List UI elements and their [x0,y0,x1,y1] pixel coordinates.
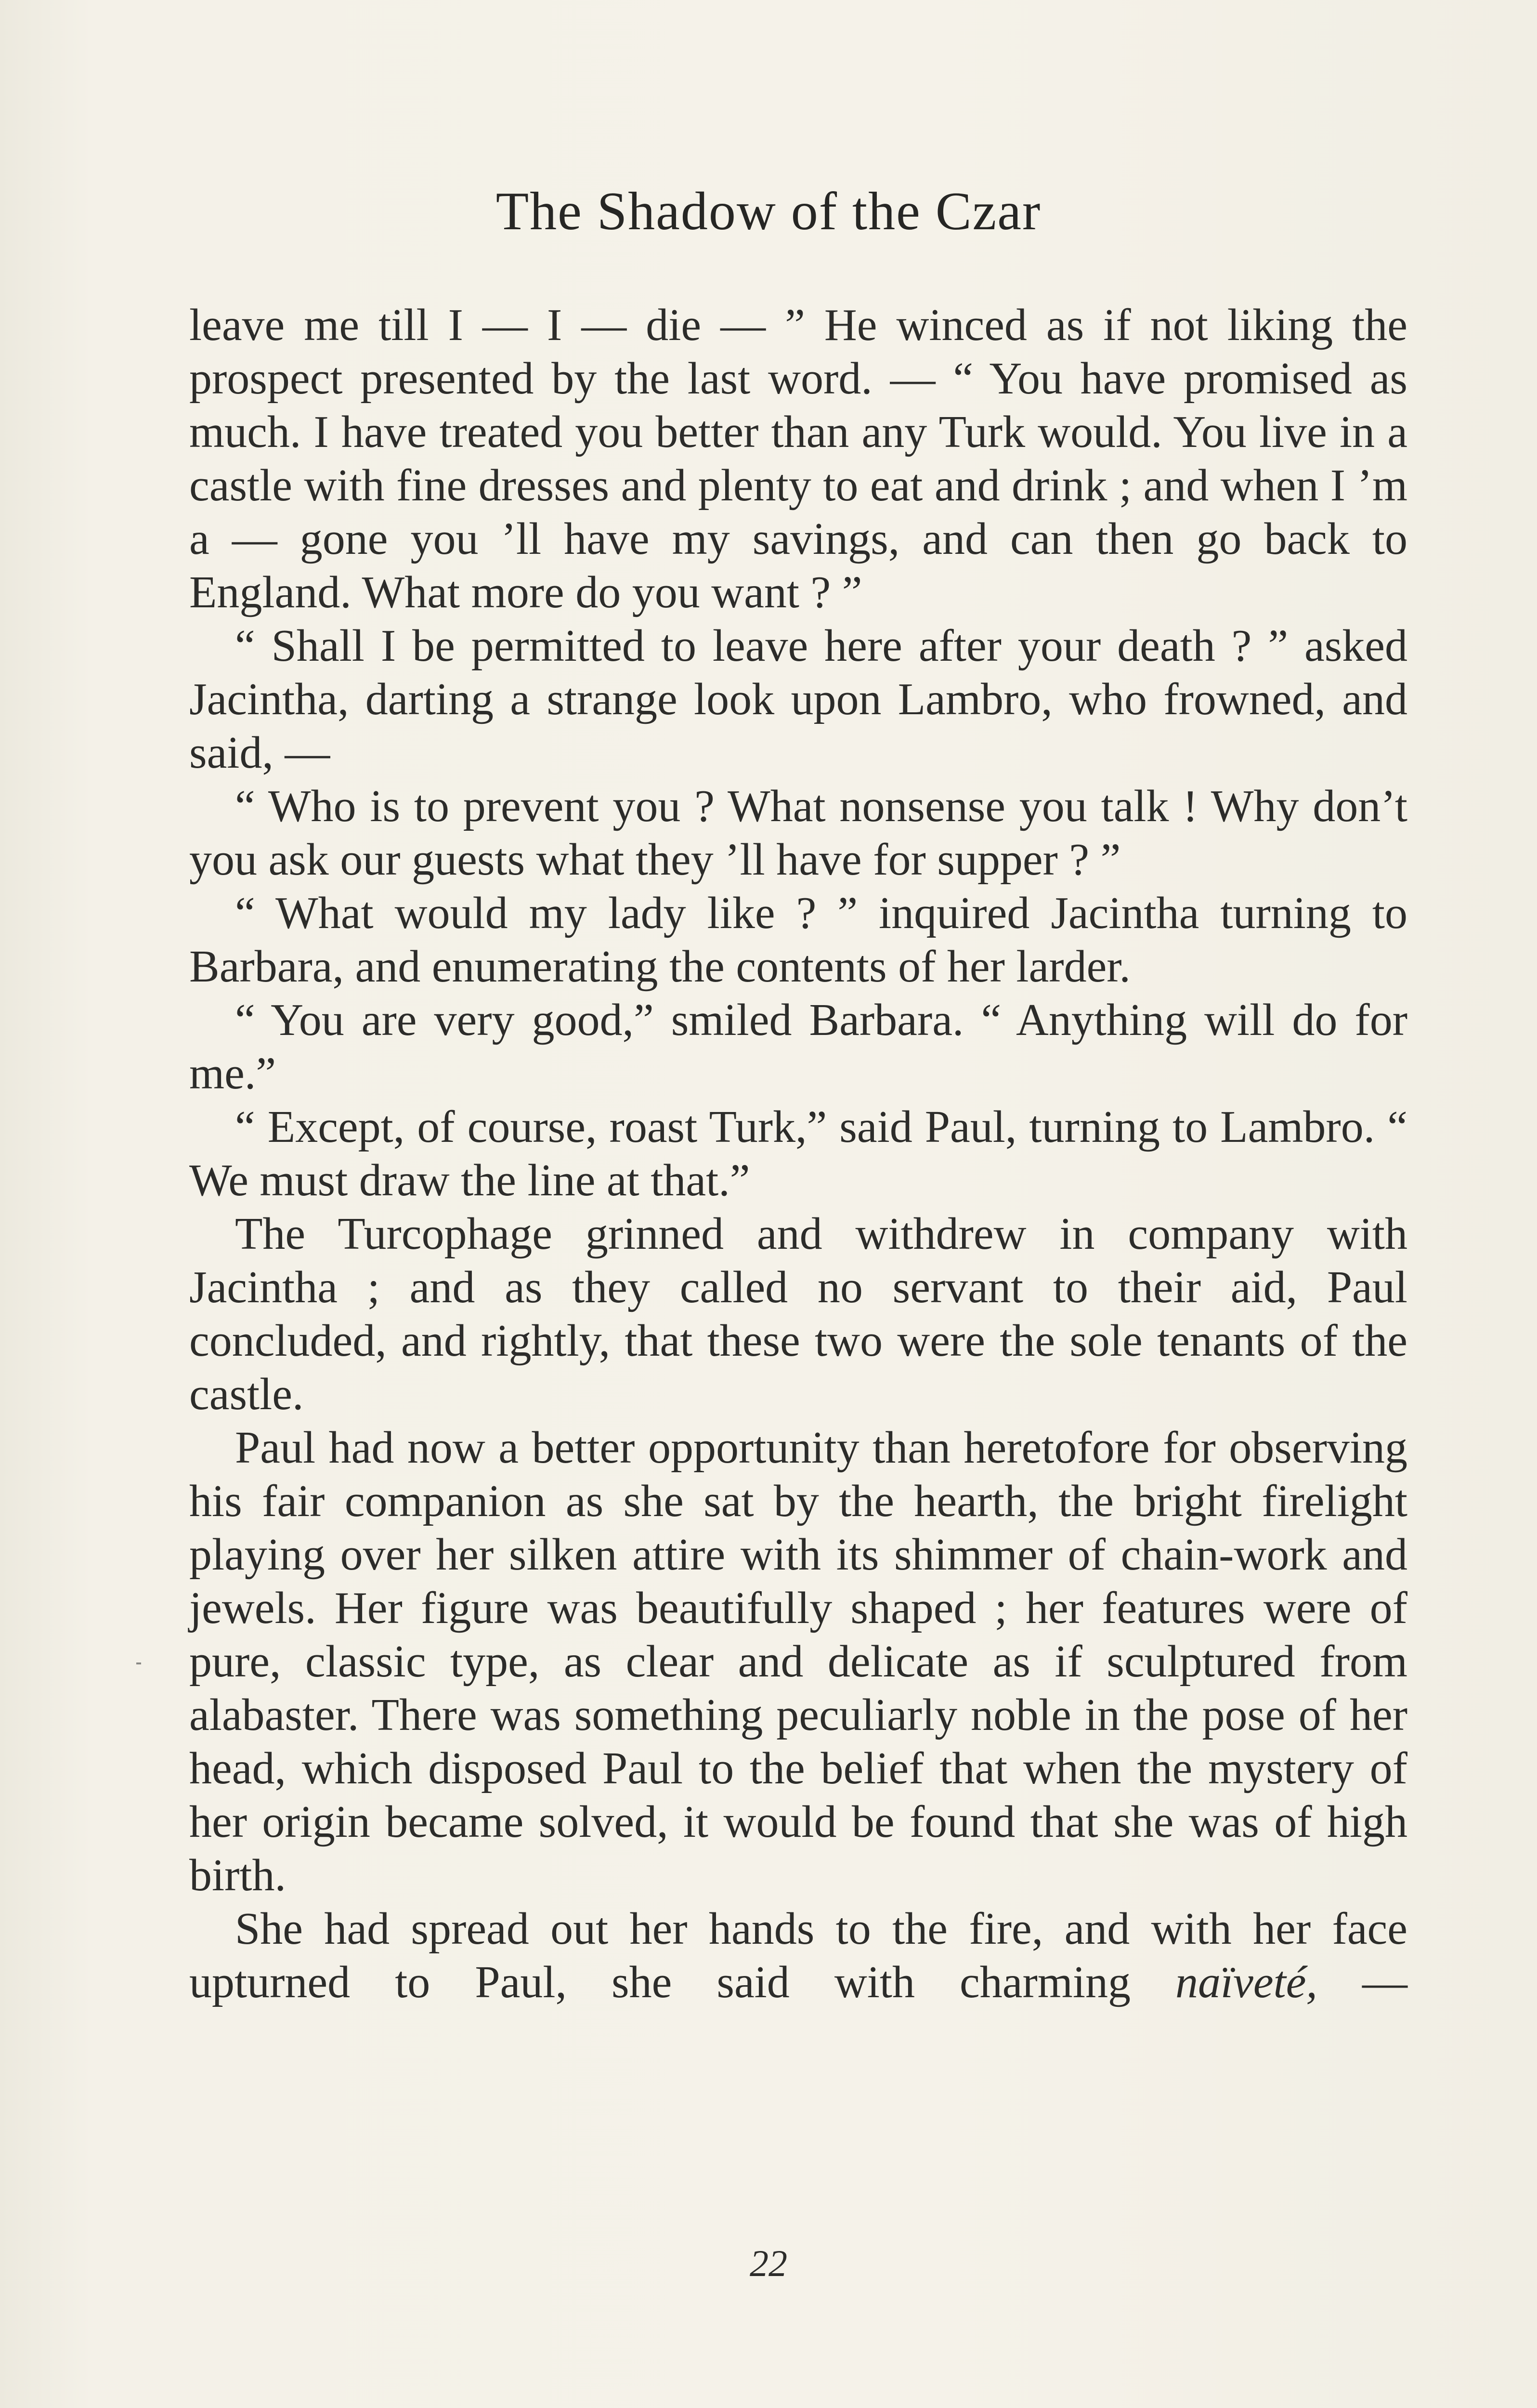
paragraph-continued: leave me till I — I — die — ” He winced as if not liking the prospect presented by the last word. — “ You have promised as much. I have treated you better than any Turk would. You live in a castle with fine dresses and plenty to eat and drink ; and when I ’m a — gone you ’ll have my savings, and can then go back to England. What more do you want ? ” [189,300,1407,617]
page-number: 22 [750,2242,787,2284]
paragraph-paul-quip: “ Except, of course, roast Turk,” said Paul, turning to Lambro. “ We must draw the line at that.” [189,1102,1407,1205]
running-head: The Shadow of the Czar [495,182,1042,241]
paragraph-final-text: She had spread out her hands to the fire, and with her face upturned to Paul, she said with charming [189,1904,1407,2007]
paragraph-final-dash: — [1317,1957,1407,2007]
paragraph-paul-observes: Paul had now a better opportunity than heretofore for observing his fair companion as she sat by the hearth, the bright firelight playing over her silken attire with its shimmer of chain-work and jewels. Her figure was beautifully shaped ; her features were of pure, classic type, as clear and delicate as if sculptured from alabaster. There was something peculiarly noble in the pose of her head, which disposed Paul to the belief that when the mystery of her origin became solved, it would be found that she was of high birth. [189,1423,1407,1900]
italic-naivete: naïveté, [1175,1957,1317,2007]
paragraph-jacintha-asks: “ What would my lady like ? ” inquired Jacintha turning to Barbara, and enumerating the contents of her larder. [189,888,1407,992]
margin-mark [136,1662,141,1664]
paragraph-jacintha-question: “ Shall I be permitted to leave here after your death ? ” asked Jacintha, darting a strange look upon Lambro, who frowned, and said, — [189,621,1407,778]
paragraph-final [189,1902,1407,2009]
body-text [189,299,1407,2009]
paragraph-barbara-reply: “ You are very good,” smiled Barbara. “ Anything will do for me.” [189,995,1407,1099]
paragraph-turcophage: The Turcophage grinned and withdrew in company with Jacintha ; and as they called no servant to their aid, Paul concluded, and rightly, that these two were the sole tenants of the castle. [189,1209,1407,1419]
paragraph-lambro-reply: “ Who is to prevent you ? What nonsense you talk ! Why don’t you ask our guests what they ’ll have for supper ? ” [189,781,1407,885]
